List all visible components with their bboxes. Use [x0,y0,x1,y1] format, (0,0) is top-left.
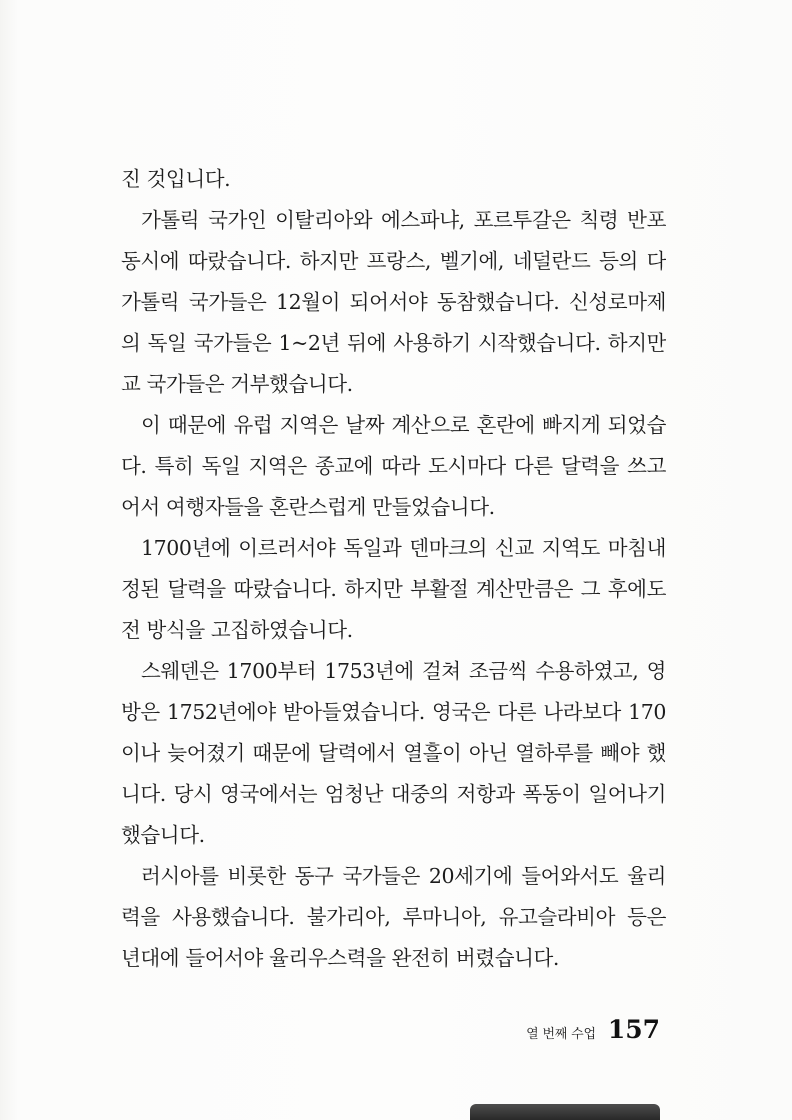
page-edge-shadow [470,1104,660,1120]
body-text [121,159,666,979]
text-line: 가톨릭 국가들은 12월이 되어서야 동참했습니다. 신성로마제 [121,290,666,314]
text-line: 다. 특히 독일 지역은 종교에 따라 도시마다 다른 달력을 쓰고 [121,454,666,478]
text-line: 정된 달력을 따랐습니다. 하지만 부활절 계산만큼은 그 후에도 [121,577,666,601]
chapter-label: 열 번째 수업 [526,1027,596,1042]
text-line: 니다. 당시 영국에서는 엄청난 대중의 저항과 폭동이 일어나기 [121,782,666,806]
page-number: 157 [607,1015,660,1044]
text-line: 1700년에 이르러서야 독일과 덴마크의 신교 지역도 마침내 [141,536,666,560]
text-line: 전 방식을 고집하였습니다. [121,618,353,642]
text-line: 러시아를 비롯한 동구 국가들은 20세기에 들어와서도 율리 [141,864,666,888]
text-line: 교 국가들은 거부했습니다. [121,372,353,396]
text-line: 이나 늦어졌기 때문에 달력에서 열흘이 아닌 열하루를 빼야 했 [121,741,666,765]
text-line: 어서 여행자들을 혼란스럽게 만들었습니다. [121,495,495,519]
text-line: 했습니다. [121,823,205,847]
text-line: 동시에 따랐습니다. 하지만 프랑스, 벨기에, 네덜란드 등의 다 [121,249,666,273]
text-line: 년대에 들어서야 율리우스력을 완전히 버렸습니다. [121,946,560,970]
text-line: 방은 1752년에야 받아들였습니다. 영국은 다른 나라보다 170 [121,700,666,724]
text-line: 진 것입니다. [121,167,231,191]
page-footer [526,1015,660,1044]
text-line: 이 때문에 유럽 지역은 날짜 계산으로 혼란에 빠지게 되었습 [141,413,666,437]
text-line: 력을 사용했습니다. 불가리아, 루마니아, 유고슬라비아 등은 [121,905,666,929]
text-line: 스웨덴은 1700부터 1753년에 걸쳐 조금씩 수용하였고, 영 [141,659,666,683]
text-line: 가톨릭 국가인 이탈리아와 에스파냐, 포르투갈은 칙령 반포 [141,208,666,232]
text-line: 의 독일 국가들은 1~2년 뒤에 사용하기 시작했습니다. 하지만 [121,331,666,355]
